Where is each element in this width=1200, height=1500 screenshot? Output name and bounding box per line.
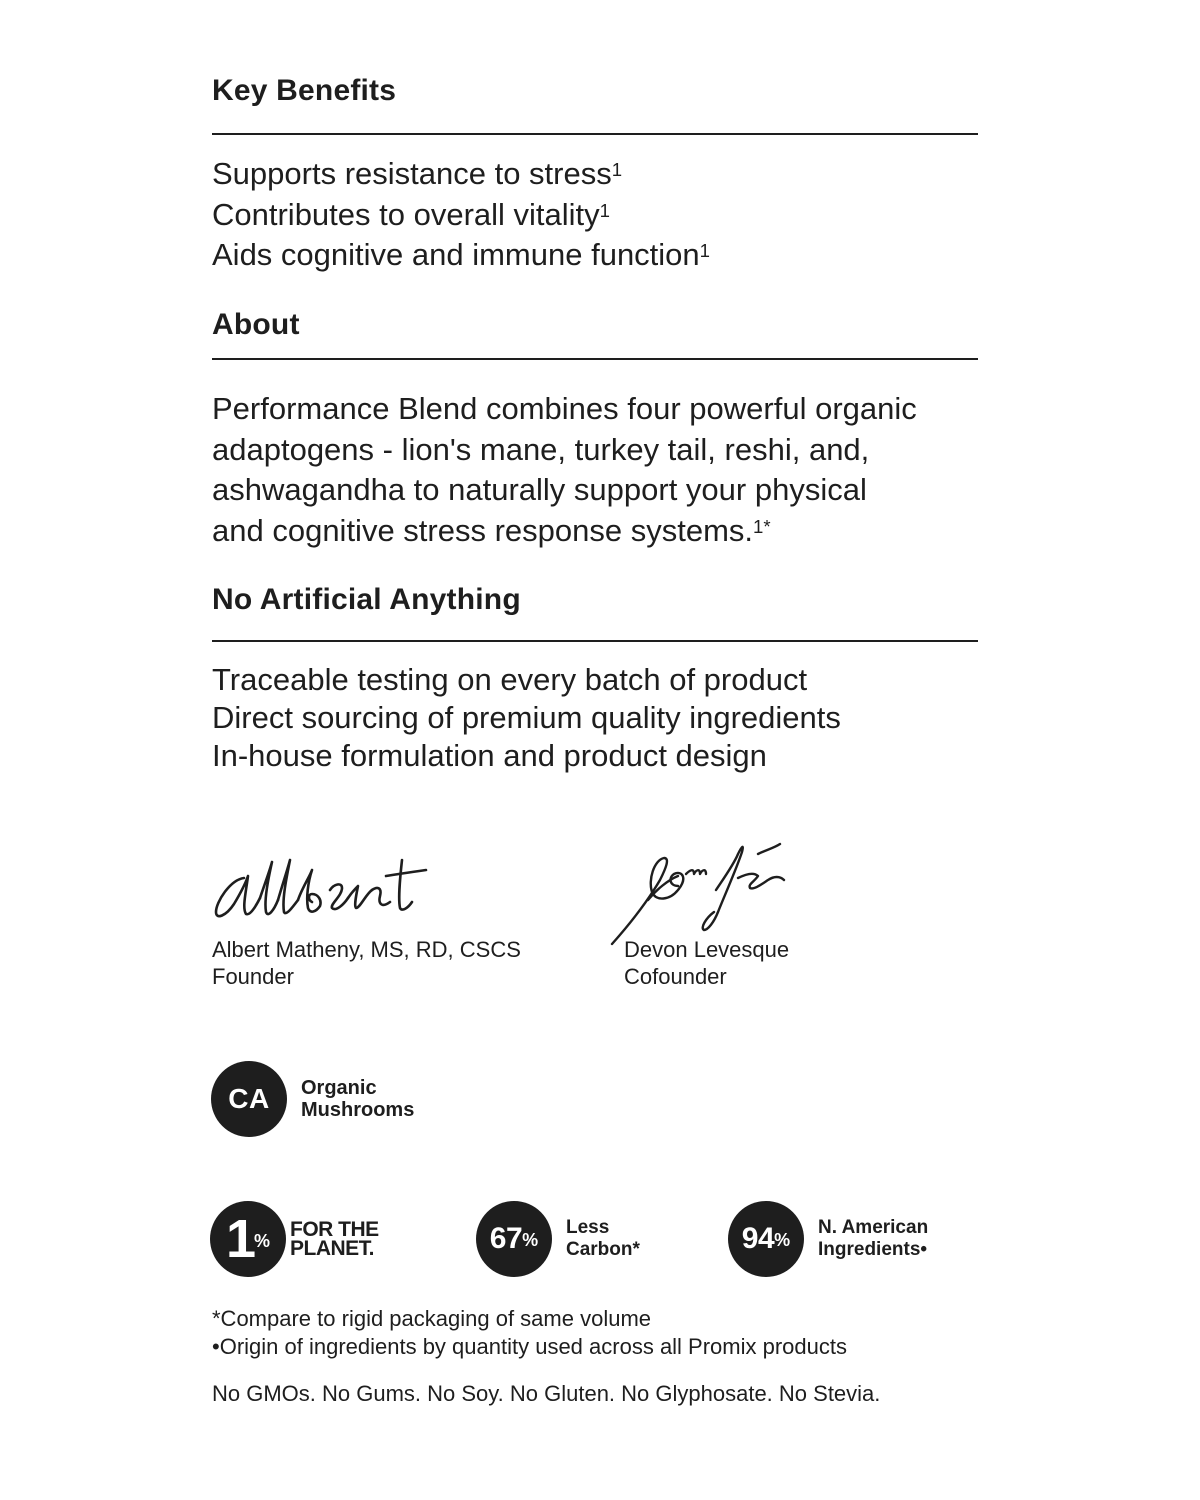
albert-signature xyxy=(212,850,432,930)
footnote-mark: 1 xyxy=(599,199,611,221)
key-benefits-divider xyxy=(212,133,978,135)
benefit-item: Aids cognitive and immune function$^1$ xyxy=(212,237,711,272)
key-benefits-title: Key Benefits xyxy=(212,74,397,107)
no-artificial-list xyxy=(212,661,841,775)
cofounder-role: Cofounder xyxy=(624,964,727,989)
benefit-item: Contributes to overall vitality$^1$ xyxy=(212,196,611,232)
about-line: ashwagandha to naturally support your physical xyxy=(212,472,867,507)
about-paragraph xyxy=(212,389,917,551)
about-title: About xyxy=(212,308,300,341)
ca-circle-icon: CA xyxy=(211,1061,287,1137)
one-percent-planet-badge xyxy=(210,1201,379,1277)
no-additives-statement: No GMOs. No Gums. No Soy. No Gluten. No Glyphosate. No Stevia. xyxy=(212,1381,881,1406)
planet-label: FOR THE PLANET. xyxy=(290,1218,379,1260)
north-american-ingredients-badge xyxy=(728,1201,928,1277)
about-line: adaptogens - lion's mane, turkey tail, reshi, and, xyxy=(212,431,870,467)
footnote-origin: •Origin of ingredients by quantity used across all Promix products xyxy=(212,1334,848,1359)
about-divider xyxy=(212,358,978,360)
founder-role: Founder xyxy=(212,964,294,989)
footnote-packaging: *Compare to rigid packaging of same volume xyxy=(212,1306,652,1331)
footnote-mark: 1 xyxy=(699,240,711,261)
ingredients-label: N. American Ingredients• xyxy=(818,1217,929,1260)
key-benefits-list xyxy=(212,154,710,276)
carbon-label: Less Carbon* xyxy=(566,1217,640,1260)
less-carbon-badge xyxy=(476,1201,640,1277)
founder-name: Albert Matheny, MS, RD, CSCS xyxy=(212,937,521,962)
one-percent-circle-icon: 1 % xyxy=(210,1201,286,1277)
no-artificial-item: In-house formulation and product design xyxy=(212,738,767,773)
about-line: Performance Blend combines four powerful organic xyxy=(212,391,917,426)
no-artificial-divider xyxy=(212,640,978,642)
footnotes xyxy=(212,1305,847,1361)
founder-signature-block xyxy=(212,850,572,1000)
cofounder-signature-block xyxy=(608,840,978,1000)
footnote-mark: 1* xyxy=(753,515,771,537)
ninety-four-percent-circle-icon: 94 % xyxy=(728,1201,804,1277)
devon-signature xyxy=(608,840,798,950)
organic-label: Organic Mushrooms xyxy=(301,1077,415,1121)
no-artificial-item: Traceable testing on every batch of product xyxy=(212,662,808,697)
benefit-item: Supports resistance to stress$^1$ xyxy=(212,156,623,191)
organic-mushrooms-badge xyxy=(211,1061,414,1137)
footnote-mark: 1 xyxy=(611,159,623,180)
no-artificial-item: Direct sourcing of premium quality ingredients xyxy=(212,700,841,735)
no-artificial-title: No Artificial Anything xyxy=(212,583,521,616)
about-line: and cognitive stress response systems.$^{1*}$ xyxy=(212,512,771,548)
sixty-seven-percent-circle-icon: 67 % xyxy=(476,1201,552,1277)
cofounder-name: Devon Levesque xyxy=(624,937,790,962)
